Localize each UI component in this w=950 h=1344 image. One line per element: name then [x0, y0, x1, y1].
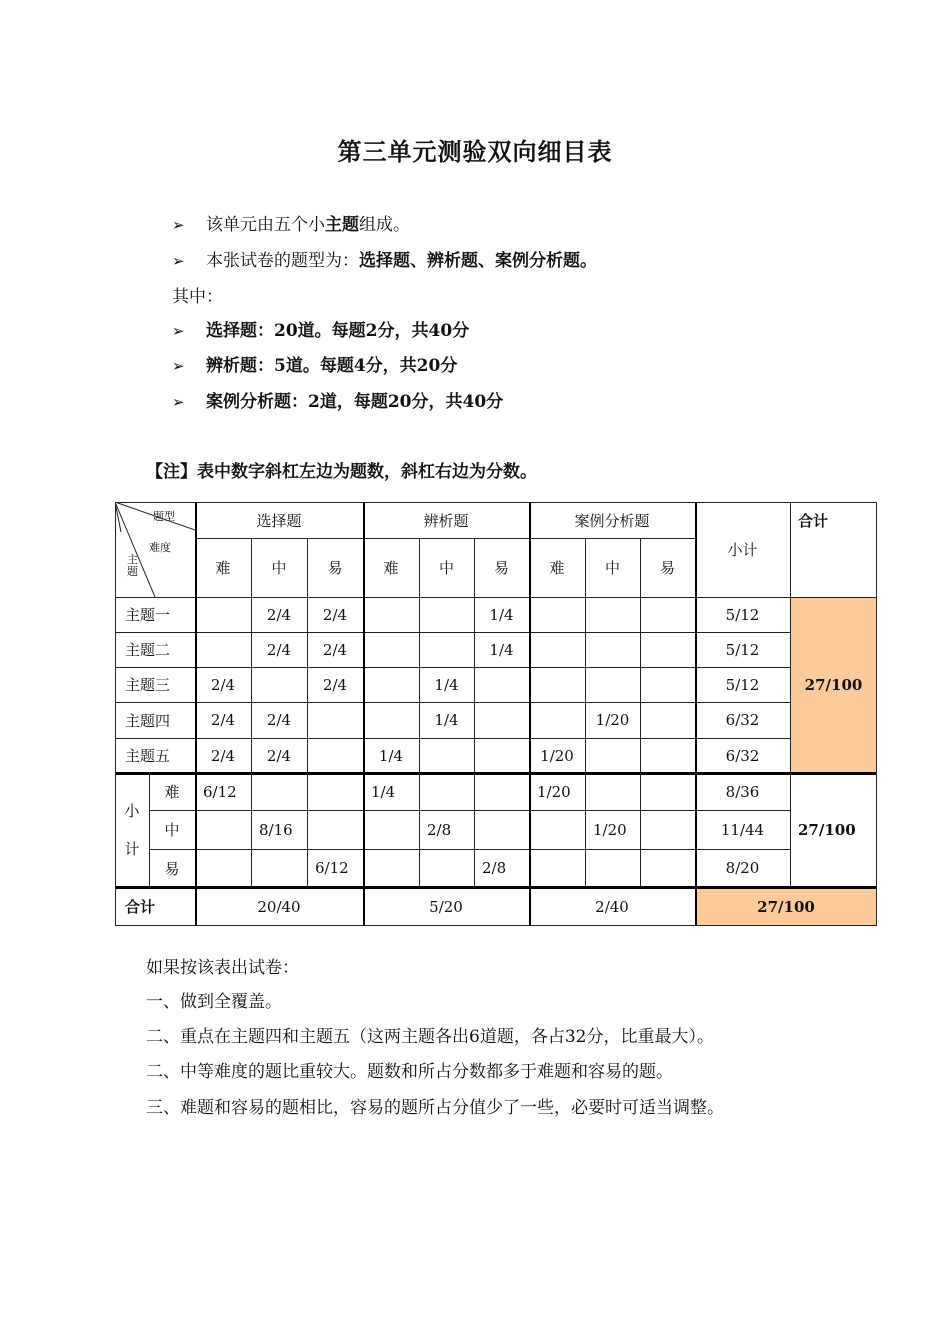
- table-rule: [115, 738, 790, 739]
- table-cell: [640, 810, 695, 849]
- difficulty-header: 难: [549, 559, 565, 577]
- table-cell: 2/8: [482, 859, 507, 877]
- difficulty-total: 27/100: [798, 821, 856, 839]
- table-rule: [115, 886, 877, 889]
- table-cell: [640, 597, 695, 632]
- count-line-1: [172, 316, 469, 341]
- table-cell: [585, 667, 640, 702]
- table-cell: [585, 632, 640, 667]
- group-total: 20/40: [257, 897, 301, 916]
- bullet-strong-text: 选择题、辨析题、案例分析题。: [359, 251, 597, 271]
- table-cell: [419, 632, 474, 667]
- table-cell: 1/20: [595, 711, 630, 729]
- table-cell: [640, 849, 695, 887]
- table-cell: [474, 738, 529, 773]
- bullet-line-1: [172, 210, 410, 235]
- table-rule: [115, 502, 116, 926]
- row-subtotal: 8/20: [725, 859, 760, 877]
- table-cell: 1/4: [434, 711, 459, 729]
- column-group-header: 选择题: [256, 511, 302, 530]
- column-group-header: 辨析题: [423, 511, 469, 530]
- topic-name: 主题三: [125, 676, 171, 694]
- row-subtotal: 5/12: [725, 675, 760, 694]
- table-rule: [474, 538, 475, 887]
- table-rule: [115, 632, 790, 633]
- table-cell: 1/4: [489, 605, 514, 624]
- table-cell: 1/20: [593, 820, 627, 839]
- topic-name: 主题五: [125, 747, 171, 765]
- table-cell: 2/4: [266, 640, 292, 659]
- table-rule: [529, 502, 531, 926]
- table-cell: [195, 597, 251, 632]
- table-cell: [251, 849, 307, 887]
- conclusion-line: 二、中等难度的题比重较大。题数和所占分数都多于难题和容易的题。: [146, 1062, 673, 1082]
- total-header: 合计: [798, 511, 829, 530]
- table-cell: 1/20: [540, 746, 574, 765]
- table-cell: [585, 849, 640, 887]
- table-cell: [251, 773, 307, 810]
- difficulty-header: 易: [659, 559, 675, 577]
- table-cell: [307, 738, 363, 773]
- table-cell: 1/4: [489, 640, 514, 659]
- table-cell: [585, 597, 640, 632]
- topic-total: 27/100: [804, 676, 863, 694]
- table-cell: [195, 810, 251, 849]
- difficulty-row-label: 中: [164, 821, 180, 839]
- table-rule: [363, 502, 365, 926]
- group-total: 2/40: [595, 897, 629, 916]
- arrow-bullet-icon: ➢: [172, 216, 185, 234]
- topic-name: 主题一: [125, 606, 171, 624]
- table-cell: 6/12: [315, 859, 349, 877]
- table-cell: [363, 849, 419, 887]
- grand-total: 27/100: [757, 897, 815, 916]
- table-cell: [419, 738, 474, 773]
- table-rule: [115, 702, 790, 703]
- table-cell: 2/4: [210, 711, 236, 729]
- table-cell: [363, 702, 419, 738]
- table-cell: [474, 702, 529, 738]
- row-subtotal: 5/12: [725, 640, 760, 659]
- table-cell: [585, 738, 640, 773]
- difficulty-header: 难: [383, 559, 399, 577]
- count-line-2: [172, 351, 457, 376]
- topic-name: 主题四: [125, 711, 171, 730]
- table-rule: [876, 502, 877, 926]
- table-cell: [307, 810, 363, 849]
- arrow-bullet-icon: ➢: [172, 252, 185, 270]
- count-line-3: [172, 387, 503, 412]
- table-rule: [115, 772, 877, 775]
- table-cell: 2/4: [322, 675, 348, 694]
- group-total: 5/20: [429, 897, 463, 916]
- table-rule: [695, 502, 697, 926]
- table-rule: [640, 538, 641, 887]
- difficulty-header: 中: [438, 559, 454, 577]
- table-cell: 2/4: [266, 605, 292, 624]
- row-subtotal: 6/32: [725, 746, 760, 765]
- table-rule: [149, 810, 790, 811]
- table-cell: [529, 849, 585, 887]
- page-title: 第三单元测验双向细目表: [337, 138, 613, 166]
- table-note: 【注】表中数字斜杠左边为题数，斜杠右边为分数。: [146, 462, 537, 482]
- table-rule: [419, 538, 420, 887]
- column-group-header: 案例分析题: [574, 511, 650, 530]
- table-rule: [115, 597, 877, 598]
- corner-topic-label: 主 题: [127, 553, 138, 578]
- row-subtotal: 5/12: [725, 605, 760, 624]
- difficulty-header: 难: [215, 559, 231, 577]
- table-cell: [419, 849, 474, 887]
- table-cell: [363, 667, 419, 702]
- table-cell: [474, 810, 529, 849]
- corner-type-label: 题型: [153, 510, 175, 523]
- table-cell: 1/4: [378, 746, 404, 765]
- table-cell: 1/20: [537, 782, 571, 801]
- table-cell: 8/16: [259, 820, 293, 839]
- count-text: 选择题：20道。每题2分，共40分: [206, 321, 470, 341]
- corner-difficulty-label: 难度: [149, 541, 171, 554]
- table-cell: [640, 702, 695, 738]
- table-cell: 1/4: [371, 782, 396, 801]
- table-cell: [419, 597, 474, 632]
- table-cell: [529, 597, 585, 632]
- table-cell: [474, 773, 529, 810]
- table-cell: [529, 667, 585, 702]
- table-cell: [529, 702, 585, 738]
- table-cell: [195, 632, 251, 667]
- table-rule: [115, 925, 877, 926]
- conclusion-line: 一、做到全覆盖。: [146, 992, 282, 1012]
- table-cell: [363, 632, 419, 667]
- table-cell: [307, 773, 363, 810]
- table-cell: [529, 810, 585, 849]
- table-rule: [585, 538, 586, 887]
- table-cell: [585, 773, 640, 810]
- table-cell: 2/8: [427, 820, 452, 839]
- difficulty-row-label: 难: [164, 783, 180, 801]
- bullet-text: 本张试卷的题型为：: [206, 251, 359, 271]
- topic-name: 主题二: [125, 641, 171, 659]
- arrow-bullet-icon: ➢: [172, 357, 185, 375]
- two-way-specification-table: [115, 502, 877, 926]
- bullet-line-2: [172, 246, 597, 271]
- table-cell: [640, 738, 695, 773]
- table-rule: [195, 538, 695, 539]
- table-cell: [307, 702, 363, 738]
- row-subtotal: 8/36: [725, 782, 760, 801]
- table-cell: 2/4: [322, 640, 348, 659]
- table-cell: [640, 773, 695, 810]
- count-text: 辨析题：5道。每题4分，共20分: [206, 356, 458, 376]
- table-rule: [790, 502, 791, 887]
- table-rule: [195, 502, 197, 926]
- table-cell: 2/4: [210, 675, 236, 694]
- row-subtotal: 6/32: [725, 711, 760, 729]
- subtotal-side-label: 小 计: [124, 802, 140, 858]
- table-cell: 6/12: [203, 782, 237, 801]
- total-row-label: 合计: [125, 898, 156, 916]
- conclusion-line: 如果按该表出试卷：: [146, 958, 299, 978]
- among-label: 其中：: [172, 287, 223, 307]
- table-cell: [363, 597, 419, 632]
- table-cell: [474, 667, 529, 702]
- table-rule: [149, 773, 150, 887]
- difficulty-row-label: 易: [164, 859, 180, 878]
- difficulty-header: 中: [271, 559, 287, 577]
- table-rule: [251, 538, 252, 887]
- bullet-text: 该单元由五个小: [206, 215, 325, 235]
- table-cell: [251, 667, 307, 702]
- bullet-text: 组成。: [359, 215, 410, 235]
- conclusion-line: 三、难题和容易的题相比，容易的题所占分值少了一些，必要时可适当调整。: [146, 1098, 724, 1118]
- difficulty-header: 易: [493, 559, 509, 577]
- table-cell: [640, 632, 695, 667]
- table-cell: [529, 632, 585, 667]
- table-rule: [115, 502, 877, 503]
- subtotal-header: 小计: [727, 541, 758, 559]
- table-cell: [363, 810, 419, 849]
- count-text: 案例分析题：2道，每题20分，共40分: [206, 392, 504, 412]
- arrow-bullet-icon: ➢: [172, 393, 185, 411]
- difficulty-header: 中: [604, 559, 620, 577]
- table-cell: 2/4: [322, 605, 348, 624]
- table-cell: [419, 773, 474, 810]
- table-rule: [149, 849, 790, 850]
- table-cell: 2/4: [266, 711, 292, 729]
- table-cell: 2/4: [266, 746, 292, 765]
- row-subtotal: 11/44: [720, 820, 765, 839]
- table-cell: [195, 849, 251, 887]
- conclusion-line: 二、重点在主题四和主题五（这两主题各出6道题，各占32分，比重最大）。: [146, 1027, 714, 1047]
- table-rule: [307, 538, 308, 887]
- table-cell: 1/4: [434, 675, 459, 694]
- bullet-strong-text: 主题: [325, 215, 359, 235]
- table-rule: [115, 667, 790, 668]
- table-cell: [640, 667, 695, 702]
- difficulty-header: 易: [327, 559, 343, 577]
- table-cell: 2/4: [210, 746, 236, 765]
- arrow-bullet-icon: ➢: [172, 322, 185, 340]
